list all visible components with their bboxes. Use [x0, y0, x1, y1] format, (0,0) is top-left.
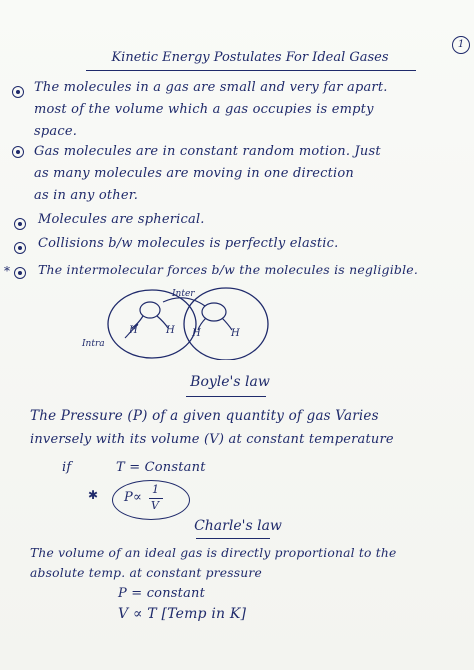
oxygen-1-icon: [140, 302, 160, 318]
charles-line-2: absolute temp. at constant pressure: [30, 566, 262, 580]
boyles-condition-prefix: if: [62, 460, 72, 475]
charles-formula: V ∝ T [Temp in K]: [118, 606, 247, 622]
title-underline: [86, 70, 416, 71]
boyles-line-2: inversely with its volume (V) at constant temperature: [30, 432, 394, 447]
postulate-2-line-3: as in any other.: [34, 188, 139, 203]
atom-h-label: H: [231, 328, 240, 339]
boyles-law-heading: Boyle's law: [190, 374, 270, 390]
star-icon: *: [4, 264, 10, 278]
inter-label: Inter: [172, 289, 195, 299]
bullet-icon: [12, 146, 24, 158]
charles-condition: P = constant: [118, 586, 206, 601]
postulate-3: Molecules are spherical.: [38, 212, 205, 227]
atom-h-label: H: [129, 325, 138, 336]
inter-arrow: [163, 298, 205, 306]
postulate-1-line-3: space.: [34, 124, 78, 139]
intra-label: Intra: [82, 339, 105, 349]
charles-line-1: The volume of an ideal gas is directly proportional to the: [30, 546, 397, 560]
bullet-icon: [14, 242, 26, 254]
boyles-line-1: The Pressure (P) of a given quantity of gas Varies: [30, 408, 379, 424]
boyles-condition: T = Constant: [116, 460, 206, 475]
postulate-1-line-1: The molecules in a gas are small and very far apart.: [34, 80, 388, 95]
postulate-2-line-2: as many molecules are moving in one direction: [34, 166, 355, 181]
molecule-1-outline: [108, 290, 196, 358]
postulate-4: Collisions b/w molecules is perfectly elastic.: [38, 236, 339, 251]
atom-h-label: H: [166, 325, 175, 336]
boyles-formula-lhs: P∝: [124, 490, 142, 505]
heading-underline: [196, 538, 270, 539]
star-icon: ✱: [88, 488, 99, 502]
bullet-icon: [12, 86, 24, 98]
bullet-icon: [14, 267, 26, 279]
page-title: Kinetic Energy Postulates For Ideal Gases: [111, 50, 389, 65]
postulate-5: The intermolecular forces b/w the molecules is negligible.: [38, 262, 419, 277]
postulate-1-line-2: most of the volume which a gas occupies is empty: [34, 102, 374, 117]
bullet-icon: [14, 218, 26, 230]
boyles-formula-denominator: V: [151, 499, 160, 512]
intermolecular-diagram: [0, 280, 300, 360]
heading-underline: [186, 396, 266, 397]
postulate-2-line-1: Gas molecules are in constant random motion. Just: [34, 144, 381, 159]
atom-h-label: H: [192, 328, 201, 339]
boyles-formula-numerator: 1: [152, 483, 160, 496]
charles-law-heading: Charle's law: [194, 518, 282, 534]
page-number: 1: [452, 36, 470, 54]
